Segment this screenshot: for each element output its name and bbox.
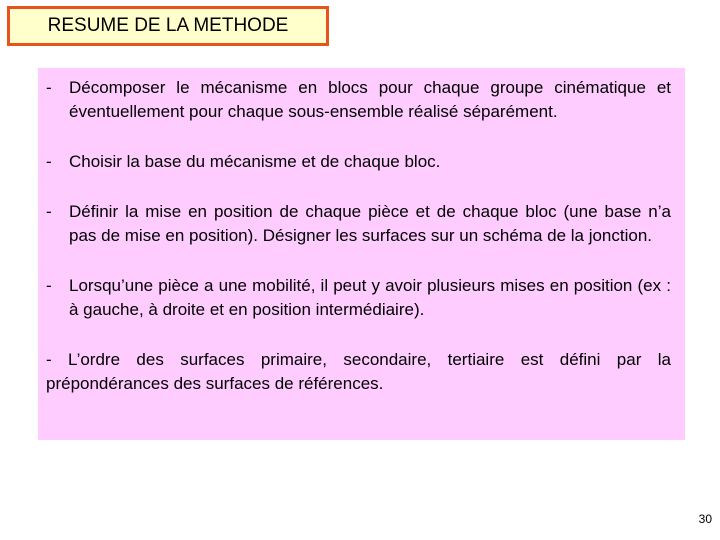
list-item bbox=[46, 76, 671, 124]
bullet-dash: - bbox=[46, 276, 52, 295]
list-item bbox=[46, 150, 671, 174]
list-item bbox=[46, 200, 671, 248]
page-number: 30 bbox=[698, 512, 712, 526]
list-item-text: Lorsqu’une pièce a une mobilité, il peut y avoir plusieurs mises en position (ex : à gauche, à droite et en position intermédiaire). bbox=[69, 276, 671, 319]
bullet-dash: - bbox=[46, 78, 52, 97]
slide-title: RESUME DE LA METHODE bbox=[7, 6, 329, 46]
list-item-text: Choisir la base du mécanisme et de chaque bloc. bbox=[69, 152, 441, 171]
list-item bbox=[46, 274, 671, 322]
content-panel bbox=[38, 68, 685, 440]
list-item-last: - L’ordre des surfaces primaire, secondaire, tertiaire est défini par la prépondérances des surfaces de références. bbox=[46, 350, 671, 393]
list-item-text: Définir la mise en position de chaque pièce et de chaque bloc (une base n’a pas de mise en position). Désigner les surfaces sur un schéma de la jonction. bbox=[69, 202, 671, 245]
bullet-dash: - bbox=[46, 152, 52, 171]
list-item-text: Décomposer le mécanisme en blocs pour chaque groupe cinématique et éventuellement pour chaque sous-ensemble réalisé séparément. bbox=[69, 78, 671, 121]
bullet-dash: - bbox=[46, 202, 52, 221]
